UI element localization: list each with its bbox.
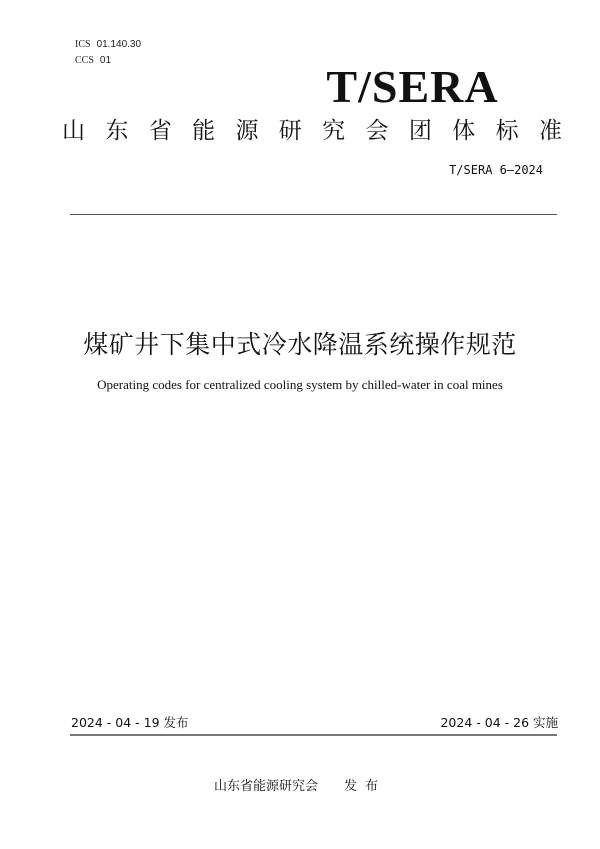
org-char: 会 (365, 118, 389, 144)
ics-label: ICS (75, 39, 91, 50)
org-char: 省 (148, 118, 172, 144)
implementation-date: 2024 - 04 - 26 实施 (440, 715, 558, 730)
document-number: T/SERA 6—2024 (449, 163, 543, 177)
ccs-classification (70, 44, 111, 66)
org-char: 源 (235, 118, 259, 144)
org-char: 团 (408, 118, 432, 144)
org-char: 能 (192, 118, 216, 144)
ccs-label: CCS (75, 55, 94, 66)
document-title-english: Operating codes for centralized cooling system by chilled-water in coal mines (97, 377, 503, 392)
publisher-line (0, 775, 600, 794)
header-divider (70, 214, 557, 215)
standard-brand-mark: T/SERA (326, 61, 499, 112)
organization-standard-heading (62, 116, 562, 146)
org-char: 究 (322, 118, 346, 144)
org-char: 标 (495, 118, 519, 144)
ccs-code: 01 (99, 55, 112, 66)
publish-verb: 发布 (344, 779, 387, 794)
org-char: 东 (105, 118, 129, 144)
footer-divider (70, 734, 557, 736)
org-char: 体 (452, 118, 476, 144)
ics-code: 01.140.30 (96, 39, 142, 50)
issue-date: 2024 - 04 - 19 发布 (71, 715, 189, 730)
org-char: 山 (62, 118, 85, 144)
publisher-name: 山东省能源研究会 (213, 779, 318, 794)
document-title-chinese: 煤矿井下集中式冷水降温系统操作规范 (83, 330, 517, 359)
org-char: 研 (278, 118, 302, 144)
org-char: 准 (538, 118, 562, 144)
